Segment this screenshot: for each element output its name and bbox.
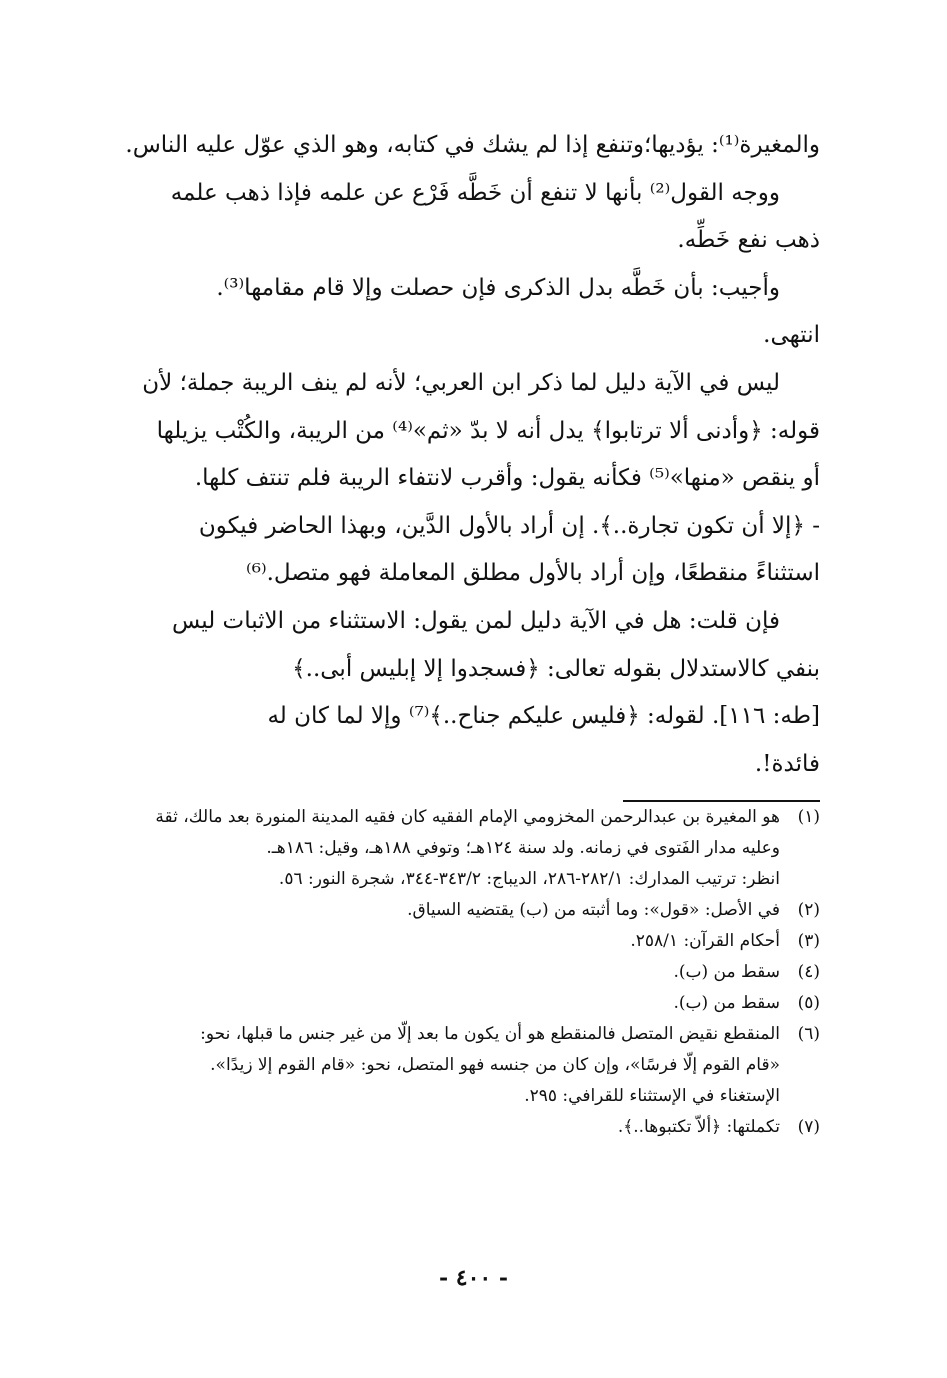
text-line: انتهى.: [763, 322, 820, 349]
footnote-number: (١): [797, 807, 820, 827]
footnote-line: انظر: ترتيب المدارك: ٢٨٢/١-٢٨٦، الديباج: ٣٤٣/٢-٣٤٤، شجرة النور: ٥٦.: [278, 869, 780, 889]
footnote-text: [108, 1112, 780, 1143]
footnote-number: (٥): [797, 993, 820, 1013]
text-line: قوله: ﴿وأدنى ألا ترتابوا﴾ يدل أنه لا بدّ «ثم»⁽⁴⁾ من الريبة، والكُتْب يزيلها: [156, 417, 820, 444]
footnotes: [108, 802, 820, 1143]
footnote-number: (٢): [797, 900, 820, 920]
footnote-6: [108, 1019, 820, 1112]
footnote-line: تكملتها: ﴿ألاّ تكتبوها..﴾.: [617, 1117, 780, 1137]
text-line: - ﴿إلا أن تكون تجارة..﴾. إن أراد بالأول الدَّين، وبهذا الحاضر فيكون: [198, 512, 820, 539]
footnote-text: [108, 988, 780, 1019]
footnote-number: (٦): [797, 1024, 820, 1044]
footnote-line: في الأصل: «قول»: وما أثبته من (ب) يقتضيه السياق.: [407, 900, 780, 920]
text-line: والمغيرة⁽¹⁾: يؤديها؛وتنفع إذا لم يشك في كتابه، وهو الذي عوّل عليه الناس.: [125, 132, 820, 158]
text-line: ذهب نفع خَطِّه.: [677, 227, 820, 254]
footnote-number: (٤): [797, 962, 820, 982]
footnote-number: (٧): [797, 1117, 820, 1137]
footnote-line: سقط من (ب).: [673, 993, 780, 1013]
footnote-line: «قام القوم إلّا فرسًا»، وإن كان من جنسه فهو المتصل، نحو: «قام القوم إلا زيدًا».: [210, 1055, 780, 1075]
text-line: وأجيب: بأن خَطَّه بدل الذكرى فإن حصلت وإلا قام مقامها⁽³⁾.: [216, 274, 780, 301]
footnote-4: [108, 957, 820, 988]
text-line: استثناءً منقطعًا، وإن أراد بالأول مطلق المعاملة فهو متصل.⁽⁶⁾: [246, 560, 820, 587]
footnote-1: [108, 802, 820, 895]
page-number: - ٤٠٠ -: [438, 1265, 509, 1291]
footnote-text: [108, 957, 780, 988]
text-line: بنفي كالاستدلال بقوله تعالى: ﴿فسجدوا إلا إبليس أبى..﴾: [292, 655, 820, 682]
text-line: ووجه القول⁽²⁾ بأنها لا تنفع أن خَطَّه فَرْع عن علمه فإذا ذهب علمه: [170, 179, 780, 206]
footnote-line: المنقطع نقيض المتصل فالمنقطع هو أن يكون ما بعد إلّا من غير جنس ما قبلها، نحو:: [200, 1024, 780, 1044]
footnote-3: [108, 926, 820, 957]
footnote-line: أحكام القرآن: ٢٥٨/١.: [630, 931, 780, 951]
text-line: فائدة!.: [754, 750, 820, 777]
footnote-text: [108, 802, 780, 895]
footnote-line: سقط من (ب).: [673, 962, 780, 982]
footnote-7: [108, 1112, 820, 1143]
text-line: ليس في الآية دليل لما ذكر ابن العربي؛ لأنه لم ينف الريبة جملة؛ لأن: [142, 369, 780, 396]
footnote-text: [108, 895, 780, 926]
footnote-text: [108, 1019, 780, 1112]
footnote-2: [108, 895, 820, 926]
footnote-5: [108, 988, 820, 1019]
footnote-line: وعليه مدار الفَتوى في زمانه. ولد سنة ١٢٤هـ؛ وتوفي ١٨٨هـ، وقيل: ١٨٦هـ.: [266, 838, 780, 858]
text-line: فإن قلت: هل في الآية دليل لمن يقول: الاستثناء من الاثبات ليس: [171, 607, 780, 634]
footnote-text: [108, 926, 780, 957]
footnote-line: هو المغيرة بن عبدالرحمن المخزومي الإمام الفقيه كان فقيه المدينة المنورة بعد مالك، ثقة: [155, 807, 780, 827]
footnote-number: (٣): [797, 931, 820, 951]
text-line: [طه: ١١٦]. لقوله: ﴿فليس عليكم جناح..﴾⁽⁷⁾ وإلا لما كان له: [267, 703, 820, 730]
footnote-line: الإستغناء في الإستثناء للقرافي: ٢٩٥.: [524, 1086, 780, 1106]
main-text: [108, 122, 820, 788]
text-line: أو ينقص «منها»⁽⁵⁾ فكأنه يقول: وأقرب لانتفاء الريبة فلم تنتف كلها.: [194, 465, 820, 492]
